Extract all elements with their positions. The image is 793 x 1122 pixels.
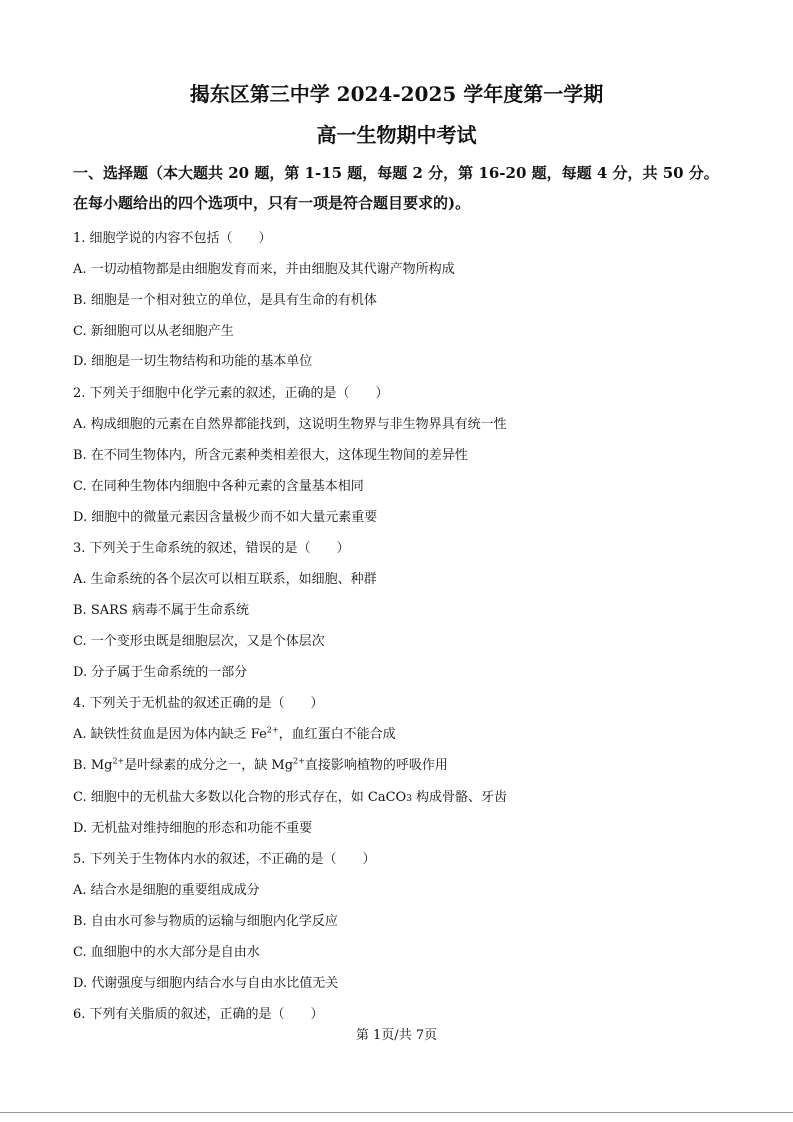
section-heading: 一、选择题（本大题共 20 题，第 1-15 题，每题 2 分，第 16-20 题，每题 4 分，共 50 分。在每小题给出的四个选项中，只有一项是符合题目要求的)。 [73,164,719,212]
question-2-option-c: C. 在同种生物体内细胞中各种元素的含量基本相同 [73,479,364,494]
question-3-option-a: A. 生命系统的各个层次可以相互联系，如细胞、种群 [73,572,377,587]
question-1-option-a: A. 一切动植物都是由细胞发育而来，并由细胞及其代谢产物所构成 [73,262,455,277]
question-5-stem: 5. 下列关于生物体内水的叙述，不正确的是（ ） [73,852,376,867]
question-6-stem: 6. 下列有关脂质的叙述，正确的是（ ） [73,1007,324,1022]
question-5-option-c: C. 血细胞中的水大部分是自由水 [73,945,260,960]
question-3-option-b: B. SARS 病毒不属于生命系统 [73,603,249,618]
question-2-option-d: D. 细胞中的微量元素因含量极少而不如大量元素重要 [73,510,378,525]
question-5-option-d: D. 代谢强度与细胞内结合水与自由水比值无关 [73,976,339,991]
question-1-option-c: C. 新细胞可以从老细胞产生 [73,324,234,339]
page-number: 第 1页/共 7页 [355,1028,438,1043]
question-4-option-c: C. 细胞中的无机盐大多数以化合物的形式存在，如 CaCO3 构成骨骼、牙齿 [73,790,508,805]
question-1-stem: 1. 细胞学说的内容不包括（ ） [73,231,272,246]
question-2-option-a: A. 构成细胞的元素在自然界都能找到，这说明生物界与非生物界具有统一性 [73,417,507,432]
exam-title-line1: 揭东区第三中学 2024-2025 学年度第一学期 [189,82,604,106]
question-3-stem: 3. 下列关于生命系统的叙述，错误的是（ ） [73,541,350,556]
question-5-option-a: A. 结合水是细胞的重要组成成分 [73,883,260,898]
question-2-option-b: B. 在不同生物体内，所含元素种类相差很大，这体现生物间的差异性 [73,448,468,463]
page-bottom-divider [0,1112,793,1113]
question-4-option-d: D. 无机盐对维持细胞的形态和功能不重要 [73,821,313,836]
question-1-option-d: D. 细胞是一切生物结构和功能的基本单位 [73,354,313,369]
question-4-option-a: A. 缺铁性贫血是因为体内缺乏 $Fe^{2+}$，血红蛋白不能合成 [73,725,396,742]
question-2-stem: 2. 下列关于细胞中化学元素的叙述，正确的是（ ） [73,386,389,401]
exam-title-line2: 高一生物期中考试 [316,123,477,147]
question-4-stem: 4. 下列关于无机盐的叙述正确的是（ ） [73,696,324,711]
question-3-option-c: C. 一个变形虫既是细胞层次，又是个体层次 [73,634,325,649]
question-4-option-b: B. $Mg^{2+}$是叶绿素的成分之一，缺 $Mg^{2+}$直接影响植物的呼吸作用 [73,756,448,773]
question-5-option-b: B. 自由水可参与物质的运输与细胞内化学反应 [73,914,338,929]
question-3-option-d: D. 分子属于生命系统的一部分 [73,665,248,680]
question-1-option-b: B. 细胞是一个相对独立的单位，是具有生命的有机体 [73,293,377,308]
